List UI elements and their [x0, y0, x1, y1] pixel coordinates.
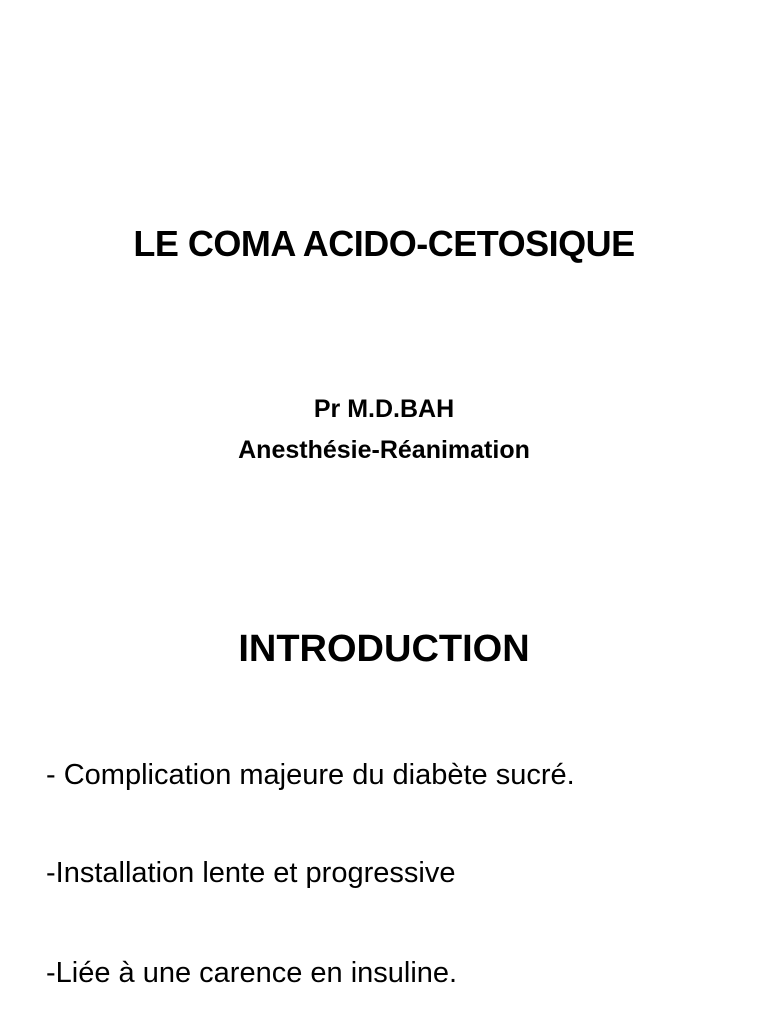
bullet-item: -Liée à une carence en insuline.	[46, 957, 458, 989]
author-name: Pr M.D.BAH	[313, 395, 455, 423]
section-heading-introduction: INTRODUCTION	[238, 628, 530, 670]
document-title: LE COMA ACIDO-CETOSIQUE	[133, 223, 635, 264]
bullet-item: -Installation lente et progressive	[46, 857, 456, 889]
department-name: Anesthésie-Réanimation	[238, 436, 530, 464]
bullet-item: - Complication majeure du diabète sucré.	[46, 759, 575, 791]
